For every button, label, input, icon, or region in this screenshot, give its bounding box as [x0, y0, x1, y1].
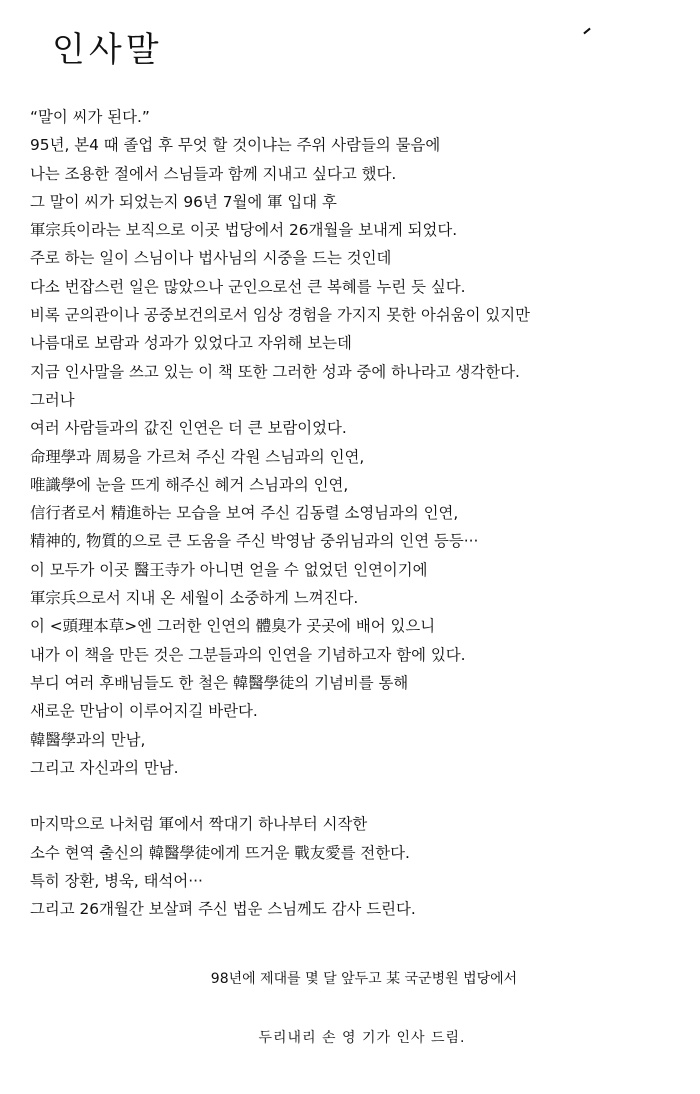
letter-body: [30, 103, 690, 924]
body-line: 비록 군의관이나 공중보건의로서 임상 경험을 가지지 못한 아쉬움이 있지만: [30, 306, 531, 325]
body-line: 특히 장환, 병욱, 태석어···: [30, 872, 203, 891]
body-line: 그리고 26개월간 보살펴 주신 법운 스님께도 감사 드린다.: [30, 900, 416, 919]
body-line: 내가 이 책을 만든 것은 그분들과의 인연을 기념하고자 함에 있다.: [30, 645, 466, 664]
body-line: 信行者로서 精進하는 모습을 보여 주신 김동렬 소영님과의 인연,: [30, 504, 459, 523]
body-line: 부디 여러 후배님들도 한 철은 韓醫學徒의 기념비를 통해: [30, 673, 409, 692]
body-line: 韓醫學과의 만남,: [30, 730, 146, 749]
body-line: 나름대로 보람과 성과가 있었다고 자위해 보는데: [30, 334, 352, 353]
body-line: 나는 조용한 절에서 스님들과 함께 지내고 싶다고 했다.: [30, 164, 397, 183]
body-line: 이 <頭理本草>엔 그러한 인연의 體臭가 곳곳에 배어 있으니: [30, 617, 436, 636]
body-line: 軍宗兵이라는 보직으로 이곳 법당에서 26개월을 보내게 되었다.: [30, 221, 458, 240]
body-line: 95년, 본4 때 졸업 후 무엇 할 것이냐는 주위 사람들의 물음에: [30, 136, 441, 155]
closing-place-line: 98년에 제대를 몇 달 앞두고 某 국군병원 법당에서: [210, 971, 518, 987]
blank-line: [30, 782, 690, 810]
body-line: 軍宗兵으로서 지내 온 세월이 소중하게 느껴진다.: [30, 589, 359, 608]
body-line: 그 말이 씨가 되었는지 96년 7월에 軍 입대 후: [30, 192, 337, 211]
body-line: “말이 씨가 된다.”: [30, 108, 150, 126]
body-line: 그러나: [30, 390, 75, 409]
stray-ink-mark: [583, 28, 590, 35]
body-line: 지금 인사말을 쓰고 있는 이 책 또한 그러한 성과 중에 하나라고 생각한다.: [30, 362, 520, 381]
body-line: 새로운 만남이 이루어지길 바란다.: [30, 702, 258, 721]
body-line: 그리고 자신과의 만남.: [30, 758, 179, 777]
body-line: 주로 하는 일이 스님이나 법사님의 시중을 드는 것인데: [30, 249, 392, 268]
body-line: 마지막으로 나처럼 軍에서 짝대기 하나부터 시작한: [30, 815, 368, 834]
closing-signature-line: 두리내리 손 영 기가 인사 드림.: [258, 1030, 466, 1046]
body-line: 여러 사람들과의 값진 인연은 더 큰 보람이었다.: [30, 419, 347, 438]
body-line: 소수 현역 출신의 韓醫學徒에게 뜨거운 戰友愛를 전한다.: [30, 843, 410, 862]
body-line: 다소 번잡스런 일은 많았으나 군인으로선 큰 복혜를 누린 듯 싶다.: [30, 277, 466, 296]
body-line: 精神的, 物質的으로 큰 도움을 주신 박영남 중위님과의 인연 등등···: [30, 532, 479, 551]
body-line: 命理學과 周易을 가르쳐 주신 각원 스님과의 인연,: [30, 447, 365, 466]
body-line: 이 모두가 이곳 醫王寺가 아니면 얻을 수 없었던 인연이기에: [30, 560, 428, 579]
body-line: 唯識學에 눈을 뜨게 해주신 혜거 스님과의 인연,: [30, 475, 349, 494]
page-title: 인사말: [52, 30, 163, 70]
